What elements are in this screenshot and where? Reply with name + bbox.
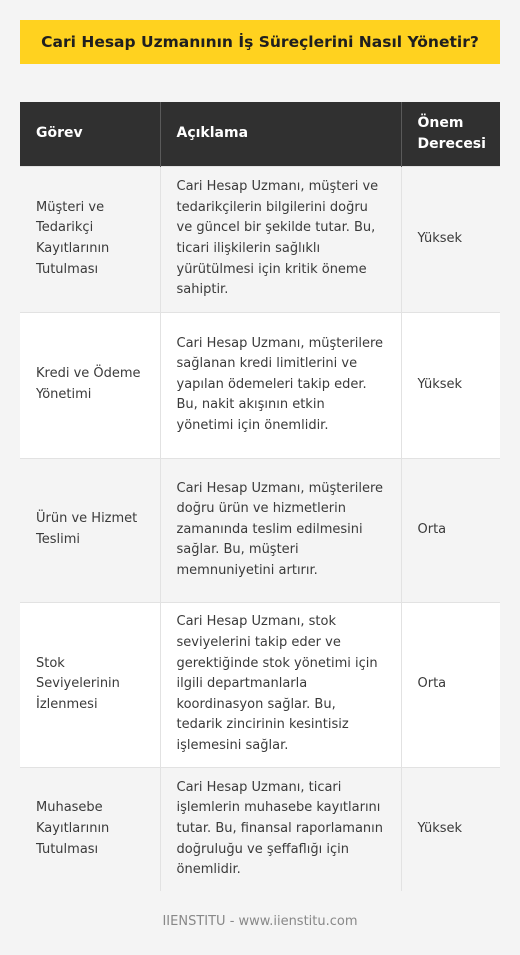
- title-banner: [20, 20, 500, 64]
- table-row: [20, 602, 500, 767]
- description-cell: Cari Hesap Uzmanı, müşterilere sağlanan kredi limitlerini ve yapılan ödemeleri takip eder. Bu, nakit akışının etkin yönetimi için önemlidir.: [160, 312, 401, 458]
- task-cell: Stok Seviyelerinin İzlenmesi: [20, 602, 160, 767]
- tasks-table: [20, 102, 500, 891]
- table-row: [20, 767, 500, 891]
- table-row: [20, 312, 500, 458]
- footer-text: IIENSTITU - www.iienstitu.com: [162, 914, 358, 929]
- task-cell: Ürün ve Hizmet Teslimi: [20, 458, 160, 602]
- table-header-row: [20, 102, 500, 166]
- description-cell: Cari Hesap Uzmanı, müşteri ve tedarikçilerin bilgilerini doğru ve güncel bir şekilde tutar. Bu, ticari ilişkilerin sağlıklı yürütülmesi için kritik öneme sahiptir.: [160, 166, 401, 312]
- page-title: Cari Hesap Uzmanının İş Süreçlerini Nasıl Yönetir?: [41, 33, 479, 51]
- description-cell: Cari Hesap Uzmanı, ticari işlemlerin muhasebe kayıtlarını tutar. Bu, finansal raporlamanın doğruluğu ve şeffaflığı için önemlidir.: [160, 767, 401, 891]
- description-cell: Cari Hesap Uzmanı, müşterilere doğru ürün ve hizmetlerin zamanında teslim edilmesini sağlar. Bu, müşteri memnuniyetini artırır.: [160, 458, 401, 602]
- importance-cell: Yüksek: [401, 166, 500, 312]
- column-header-task: Görev: [20, 102, 160, 166]
- table-row: [20, 166, 500, 312]
- importance-cell: Orta: [401, 602, 500, 767]
- column-header-importance: Önem Derecesi: [401, 102, 500, 166]
- column-header-description: Açıklama: [160, 102, 401, 166]
- task-cell: Muhasebe Kayıtlarının Tutulması: [20, 767, 160, 891]
- task-cell: Kredi ve Ödeme Yönetimi: [20, 312, 160, 458]
- task-cell: Müşteri ve Tedarikçi Kayıtlarının Tutulması: [20, 166, 160, 312]
- importance-cell: Yüksek: [401, 767, 500, 891]
- importance-cell: Yüksek: [401, 312, 500, 458]
- table-row: [20, 458, 500, 602]
- description-cell: Cari Hesap Uzmanı, stok seviyelerini takip eder ve gerektiğinde stok yönetimi için ilgili departmanlarla koordinasyon sağlar. Bu, tedarik zincirinin kesintisiz işlemesini sağlar.: [160, 602, 401, 767]
- importance-cell: Orta: [401, 458, 500, 602]
